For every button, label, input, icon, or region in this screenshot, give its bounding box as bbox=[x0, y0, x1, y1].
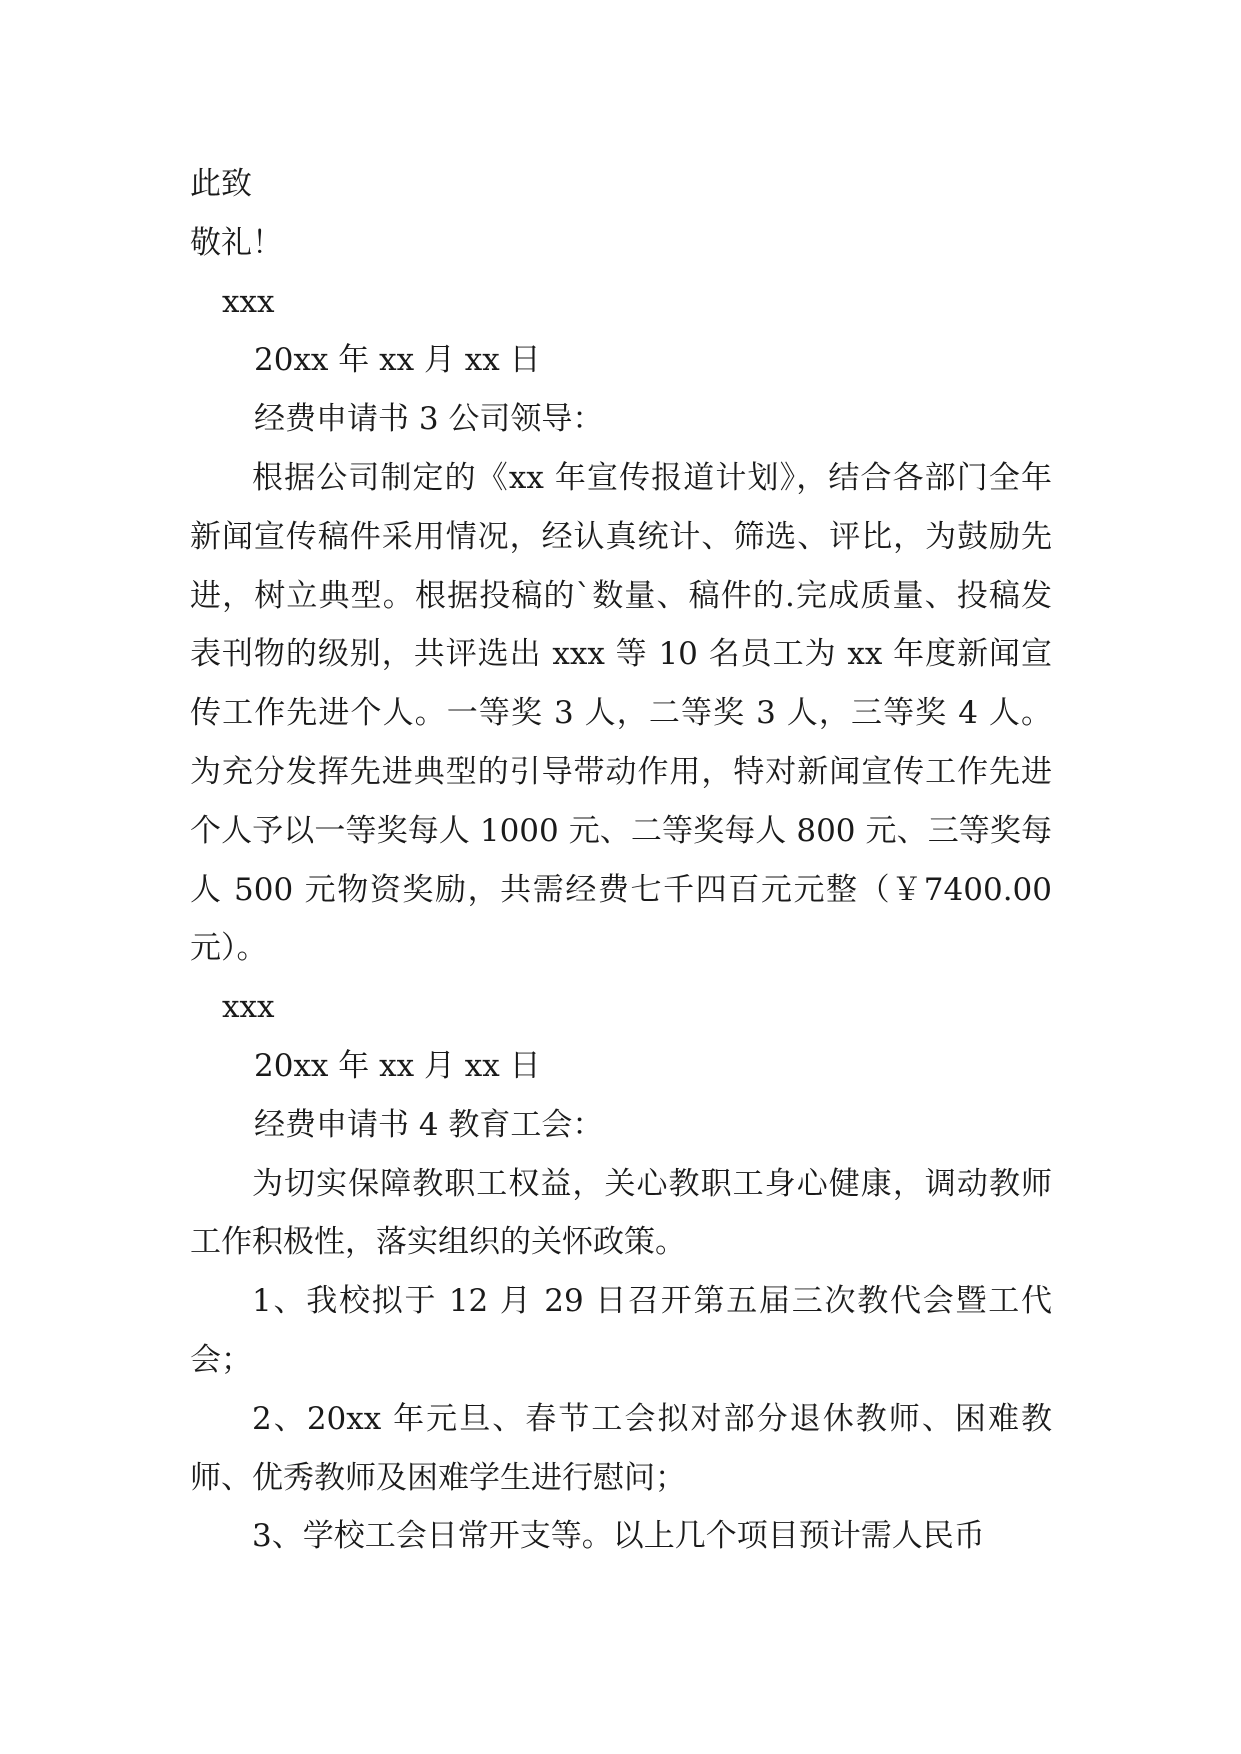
letter4-item-3: 3、学校工会日常开支等。以上几个项目预计需人民币 bbox=[252, 1518, 985, 1555]
letter3-signer: xxx bbox=[222, 989, 275, 1026]
letter4-intro: 为切实保障教职工权益，关心教职工身心健康，调动教师工作积极性，落实组织的关怀政策。 bbox=[190, 1165, 1052, 1261]
closing-salutation-2: 敬礼！ bbox=[190, 224, 283, 261]
closing-salutation-1: 此致 bbox=[190, 166, 252, 202]
letter4-item-1: 1、我校拟于 12 月 29 日召开第五届三次教代会暨工代会； bbox=[190, 1283, 1052, 1378]
letter4-item-2: 2、20xx 年元旦、春节工会拟对部分退休教师、困难教师、优秀教师及困难学生进行慰问； bbox=[190, 1400, 1052, 1496]
closing-signer: xxx bbox=[222, 283, 275, 320]
closing-date: 20xx 年 xx 月 xx 日 bbox=[254, 342, 541, 379]
letter3-body: 根据公司制定的《xx 年宣传报道计划》，结合各部门全年新闻宣传稿件采用情况，经认真统计、筛选、评比，为鼓励先进，树立典型。根据投稿的`数量、稿件的.完成质量、投稿发表刊物的级别，共评选出 xxx 等 10 名员工为 xx 年度新闻宣传工作先进个人。一等奖 3 人，二等奖 3 人，三等奖 4 人。为充分发挥先进典型的引导带动作用，特对新闻宣传工作先进个人予以一等奖每人 1000 元、二等奖每人 800 元、三等奖每人 500 元物资奖励，共需经费七千四百元元整（￥7400.00 元）。 bbox=[190, 459, 1052, 967]
letter3-date: 20xx 年 xx 月 xx 日 bbox=[254, 1047, 541, 1084]
letter3-heading: 经费申请书 3 公司领导： bbox=[254, 401, 604, 438]
letter4-heading: 经费申请书 4 教育工会： bbox=[254, 1106, 604, 1143]
document-body bbox=[190, 155, 1052, 1566]
